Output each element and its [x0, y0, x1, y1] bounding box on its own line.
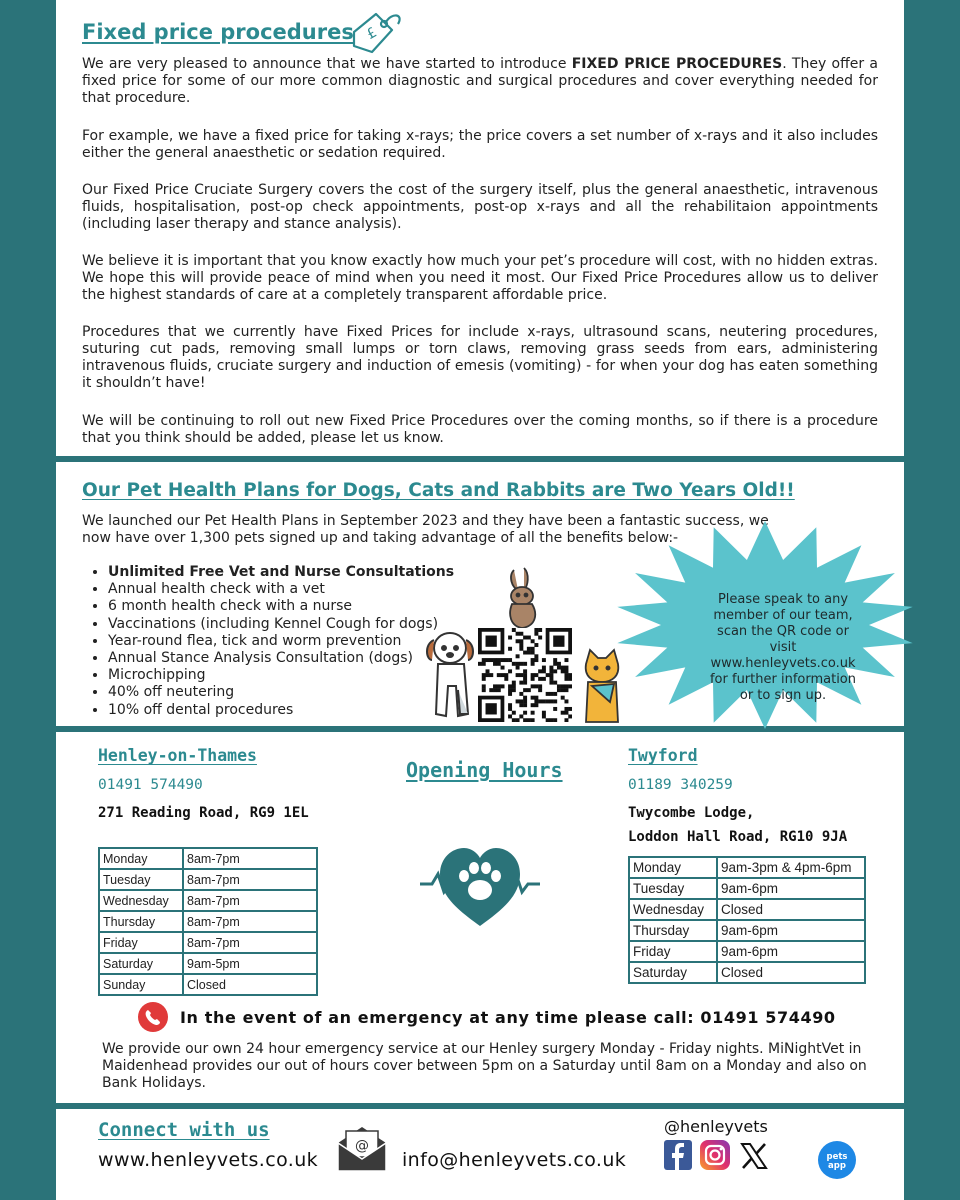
- info-burst: [612, 520, 918, 730]
- hours-row: [99, 869, 317, 890]
- henley-name: Henley-on-Thames: [98, 746, 257, 765]
- fixed-para-2: For example, we have a fixed price for taking x-rays; the price covers a set number of x-rays and it also includes either the general anaesthetic or sedation required.: [82, 128, 878, 161]
- twyford-address-line2: Loddon Hall Road, RG10 9JA: [628, 829, 848, 845]
- health-plans-section: [56, 462, 904, 726]
- envelope-icon: [336, 1125, 388, 1177]
- hours-row: [99, 953, 317, 974]
- fixed-price-section: [56, 0, 904, 456]
- hours-time: 9am-3pm & 4pm-6pm: [717, 857, 865, 878]
- hours-row: [99, 911, 317, 932]
- benefits-list: [108, 564, 454, 719]
- hours-time: 8am-7pm: [183, 911, 317, 932]
- rabbit-illustration: [502, 566, 546, 634]
- opening-hours-section: [56, 732, 904, 1103]
- hours-day: Tuesday: [99, 869, 183, 890]
- henley-hours-table: [98, 847, 318, 996]
- hours-day: Monday: [99, 848, 183, 869]
- benefit-item: • 10% off dental procedures: [108, 702, 454, 719]
- fixed-price-title: Fixed price procedures: [82, 20, 354, 44]
- heart-paw-icon: [418, 844, 542, 934]
- hours-row: [629, 878, 865, 899]
- social-handle: @henleyvets: [664, 1117, 768, 1136]
- fixed-para-4: We believe it is important that you know exactly how much your pet’s procedure will cost, with no hidden extras. We hope this will provide peace of mind when you need it most. Our Fixed Price Procedures allow us to deliver the highest standards of care at a completely transparent affordable price.: [82, 253, 878, 303]
- benefit-item: • Microchipping: [108, 667, 454, 684]
- instagram-icon[interactable]: [700, 1140, 730, 1174]
- hours-row: [629, 962, 865, 983]
- fixed-para-1: We are very pleased to announce that we have started to introduce FIXED PRICE PROCEDURES. They offer a fixed price for some of our more common diagnostic and surgical procedures and cover everything needed for that procedure.: [82, 56, 878, 106]
- hours-row: [99, 932, 317, 953]
- svg-text:app: app: [828, 1161, 846, 1171]
- benefit-item: • Annual Stance Analysis Consultation (dogs): [108, 650, 454, 667]
- hours-time: 8am-7pm: [183, 932, 317, 953]
- twyford-name: Twyford: [628, 746, 698, 765]
- phone-icon: [138, 1002, 168, 1036]
- qr-code[interactable]: [478, 628, 572, 726]
- hours-row: [99, 890, 317, 911]
- benefit-item: • 40% off neutering: [108, 684, 454, 701]
- benefit-item: • Year-round flea, tick and worm prevention: [108, 633, 454, 650]
- hours-row: [629, 857, 865, 878]
- hours-time: Closed: [717, 962, 865, 983]
- hours-row: [99, 848, 317, 869]
- pets-app-icon[interactable]: [818, 1141, 856, 1183]
- emergency-details: We provide our own 24 hour emergency service at our Henley surgery Monday - Friday nights. MiNightVet in Maidenhead provides our out of hours cover between 5pm on a Saturday until 8am on a Monday and also on Bank Holidays.: [102, 1041, 867, 1091]
- hours-day: Thursday: [629, 920, 717, 941]
- website-link[interactable]: www.henleyvets.co.uk: [98, 1149, 319, 1171]
- facebook-icon[interactable]: [664, 1140, 692, 1174]
- burst-text: Please speak to any member of our team, scan the QR code or visit www.henleyvets.co.uk for further information or to sign up.: [709, 592, 856, 703]
- fixed-para-5: Procedures that we currently have Fixed Prices for include x-rays, ultrasound scans, neutering procedures, suturing cut pads, removing small lumps or torn claws, removing grass seeds from ears, administering intravenous fluids, cruciate surgery and induction of emesis (vomiting) - for when your dog has eaten something it shouldn’t have!: [82, 324, 878, 391]
- hours-time: 8am-7pm: [183, 848, 317, 869]
- hours-day: Monday: [629, 857, 717, 878]
- henley-address: 271 Reading Road, RG9 1EL: [98, 805, 309, 821]
- connect-title: Connect with us: [98, 1119, 270, 1141]
- benefit-item: • Unlimited Free Vet and Nurse Consultations: [108, 564, 454, 581]
- hours-time: 9am-5pm: [183, 953, 317, 974]
- hours-row: [99, 974, 317, 995]
- svg-text:pets: pets: [826, 1152, 848, 1162]
- fixed-para-6: We will be continuing to roll out new Fixed Price Procedures over the coming months, so if there is a procedure that you think should be added, please let us know.: [82, 413, 878, 446]
- hours-day: Saturday: [99, 953, 183, 974]
- hours-day: Thursday: [99, 911, 183, 932]
- benefit-item: • 6 month health check with a nurse: [108, 598, 454, 615]
- hours-day: Tuesday: [629, 878, 717, 899]
- hours-row: [629, 899, 865, 920]
- hours-time: Closed: [717, 899, 865, 920]
- hours-day: Friday: [629, 941, 717, 962]
- hours-day: Friday: [99, 932, 183, 953]
- x-icon[interactable]: [740, 1142, 768, 1174]
- hours-time: 9am-6pm: [717, 920, 865, 941]
- twyford-phone[interactable]: 01189 340259: [628, 777, 733, 793]
- hours-time: Closed: [183, 974, 317, 995]
- hours-time: 9am-6pm: [717, 878, 865, 899]
- health-plans-intro: We launched our Pet Health Plans in September 2023 and they have been a fantastic success, we now have over 1,300 pets signed up and taking advantage of all the benefits below:-: [82, 513, 769, 546]
- hours-day: Sunday: [99, 974, 183, 995]
- twyford-hours-table: [628, 856, 866, 984]
- svg-text:£: £: [364, 24, 380, 43]
- hours-day: Wednesday: [99, 890, 183, 911]
- hours-day: Wednesday: [629, 899, 717, 920]
- emergency-headline: In the event of an emergency at any time please call: 01491 574490: [180, 1008, 836, 1027]
- hours-time: 8am-7pm: [183, 869, 317, 890]
- svg-text:@: @: [355, 1138, 369, 1154]
- henley-phone[interactable]: 01491 574490: [98, 777, 203, 793]
- health-plans-title: Our Pet Health Plans for Dogs, Cats and Rabbits are Two Years Old!!: [82, 480, 795, 501]
- email-link[interactable]: info@henleyvets.co.uk: [402, 1149, 627, 1171]
- hours-row: [629, 920, 865, 941]
- benefit-item: • Vaccinations (including Kennel Cough for dogs): [108, 616, 454, 633]
- hours-time: 8am-7pm: [183, 890, 317, 911]
- twyford-address-line1: Twycombe Lodge,: [628, 805, 755, 821]
- benefit-item: • Annual health check with a vet: [108, 581, 454, 598]
- hours-day: Saturday: [629, 962, 717, 983]
- opening-hours-title: Opening Hours: [406, 758, 563, 782]
- fixed-para-3: Our Fixed Price Cruciate Surgery covers the cost of the surgery itself, plus the general anaesthetic, intravenous fluids, hospitalisation, post-op check appointments, post-op x-rays and all the rehabilitaion appointments (including laser therapy and stance analysis).: [82, 182, 878, 232]
- dog-illustration: [416, 626, 486, 730]
- connect-section: [56, 1109, 904, 1200]
- hours-time: 9am-6pm: [717, 941, 865, 962]
- hours-row: [629, 941, 865, 962]
